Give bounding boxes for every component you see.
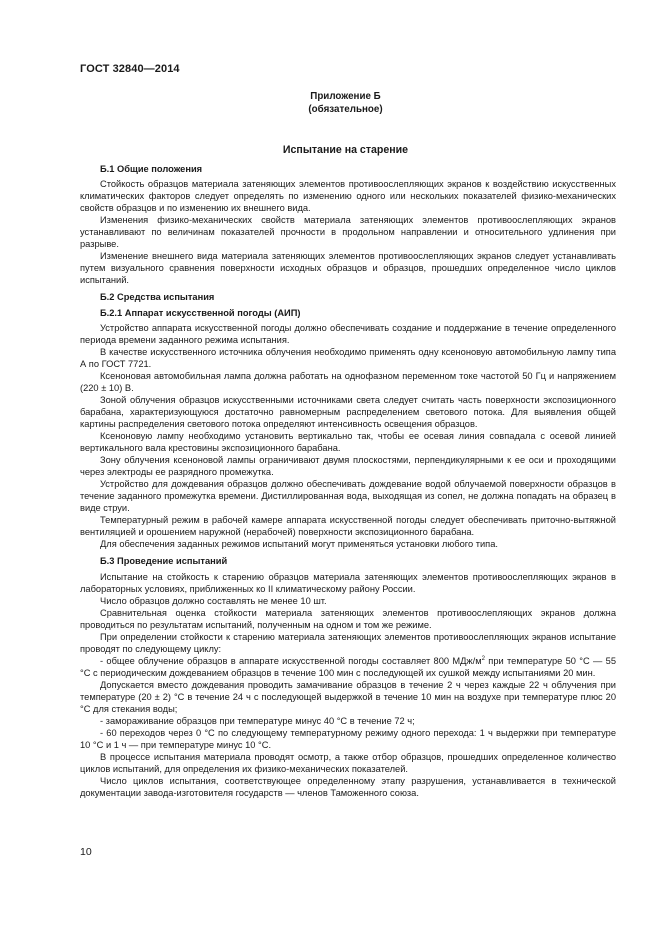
paragraph: Для обеспечения заданных режимов испытаний могут применяться установки любого типа. [100, 539, 498, 550]
paragraph: Изменение внешнего вида материала затеняющих элементов противоослепляющих экранов следует устанавливать путем визуального сравнения поверхности исходных образцов и образцов, прошедших определенное число циклов испытаний. [80, 251, 616, 286]
paragraph: Устройство для дождевания образцов должно обеспечивать дождевание водой облучаемой поверхности образцов в течение заданного промежутка времени. Дистиллированная вода, выходящая из сопел, не должна попадать на образец в виде струи. [80, 479, 616, 514]
document-title: Испытание на старение [282, 144, 409, 156]
paragraph: Устройство аппарата искусственной погоды должно обеспечивать создание и поддержание в течение определенного периода времени заданного режима испытания. [80, 322, 616, 345]
paragraph: Зону облучения ксеноновой лампы ограничивают двумя плоскостями, перпендикулярными к ее оси и проходящими через электроды ее разрядного промежутка. [80, 455, 616, 478]
paragraph: В процессе испытания материала проводят осмотр, а также отбор образцов, прошедших определенное количество циклов испытаний, для определения их физико-механических показателей. [80, 752, 616, 775]
paragraph [80, 655, 616, 679]
appendix-label: Приложение Б [310, 91, 381, 102]
page-number: 10 [80, 846, 92, 858]
paragraph: Сравнительная оценка стойкости материала затеняющих элементов противоослепляющих экранов должна проводиться по результатам испытаний, полученным на одном и том же режиме. [80, 607, 616, 630]
appendix-block [0, 90, 661, 116]
paragraph: Стойкость образцов материала затеняющих элементов противоослепляющих экранов к воздействию искусственных климатических факторов следует определять по изменению одного или нескольких показателей физико-механических свойств образцов и по изменению их внешнего вида. [80, 179, 616, 214]
paragraph: Изменения физико-механических свойств материала затеняющих элементов противоослепляющих экранов устанавливают по величинам показателей прочности в продольном направлении и относительного удлинения при разрыве. [80, 215, 616, 250]
paragraph: Зоной облучения образцов искусственными источниками света следует считать часть поверхности экспозиционного барабана, характеризующуюся достаточно равномерным распределением светового потока. Для выявления общей картины распределения светового потока определяют интенсивность освещения образцов. [80, 394, 616, 429]
appendix-status: (обязательное) [308, 104, 383, 115]
section-heading-b3: Б.3 Проведение испытаний [100, 556, 228, 567]
paragraph: Температурный режим в рабочей камере аппарата искусственной погоды следует обеспечивать приточно-вытяжной вентиляцией и орошением наружной (нерабочей) поверхности экспозиционного барабана. [80, 515, 616, 538]
paragraph: Ксеноновую лампу необходимо установить вертикально так, чтобы ее осевая линия совпадала с осевой линией вертикального вала крестовины экспозиционного барабана. [80, 430, 616, 454]
paragraph: Число циклов испытания, соответствующее определенному этапу разрушения, устанавливается в технической документации завода-изготовителя государств — членов Таможенного союза. [80, 776, 616, 799]
document-body [80, 163, 616, 799]
subsection-heading-b21: Б.2.1 Аппарат искусственной погоды (АИП) [100, 307, 301, 318]
section-heading-b1: Б.1 Общие положения [100, 164, 203, 174]
paragraph: В качестве искусственного источника облучения необходимо применять одну ксеноновую автомобильную лампу типа А по ГОСТ 7721. [80, 346, 616, 369]
text-run: при температуре 50 °С — 55 °С с периодическим дождеванием образцов в течение 100 мин с последующей их сушкой между испытаниями 20 мин. [80, 655, 616, 678]
paragraph: - замораживание образцов при температуре минус 40 °С в течение 72 ч; [100, 716, 415, 727]
paragraph: Допускается вместо дождевания проводить замачивание образцов в течение 2 ч через каждые 22 ч облучения при температуре (20 ± 2) °С в течение 24 ч с последующей выдержкой в течение 10 мин на воздухе при температуре плюс 20 °С для стекания воды; [80, 679, 616, 715]
section-heading-b2: Б.2 Средства испытания [100, 292, 215, 303]
paragraph: - 60 переходов через 0 °С по следующему температурному режиму одного перехода: 1 ч выдержки при температуре 10 °С и 1 ч — при температуре минус 10 °С. [80, 728, 616, 751]
paragraph: При определении стойкости к старению материала затеняющих элементов противоослепляющих экранов испытание проводят по следующему циклу: [80, 631, 616, 654]
paragraph: Ксеноновая автомобильная лампа должна работать на однофазном переменном токе частотой 50 Гц и напряжением (220 ± 10) В. [80, 370, 616, 393]
paragraph: Испытание на стойкость к старению образцов материала затеняющих элементов противоослепляющих экранов в лабораторных условиях, приближенных ко II климатическому району России. [80, 571, 616, 594]
paragraph: Число образцов должно составлять не менее 10 шт. [100, 595, 327, 606]
standard-header: ГОСТ 32840—2014 [80, 63, 180, 75]
superscript: 2 [481, 655, 485, 662]
text-run: - общее облучение образцов в аппарате искусственной погоды составляет 800 МДж/м [100, 655, 482, 666]
